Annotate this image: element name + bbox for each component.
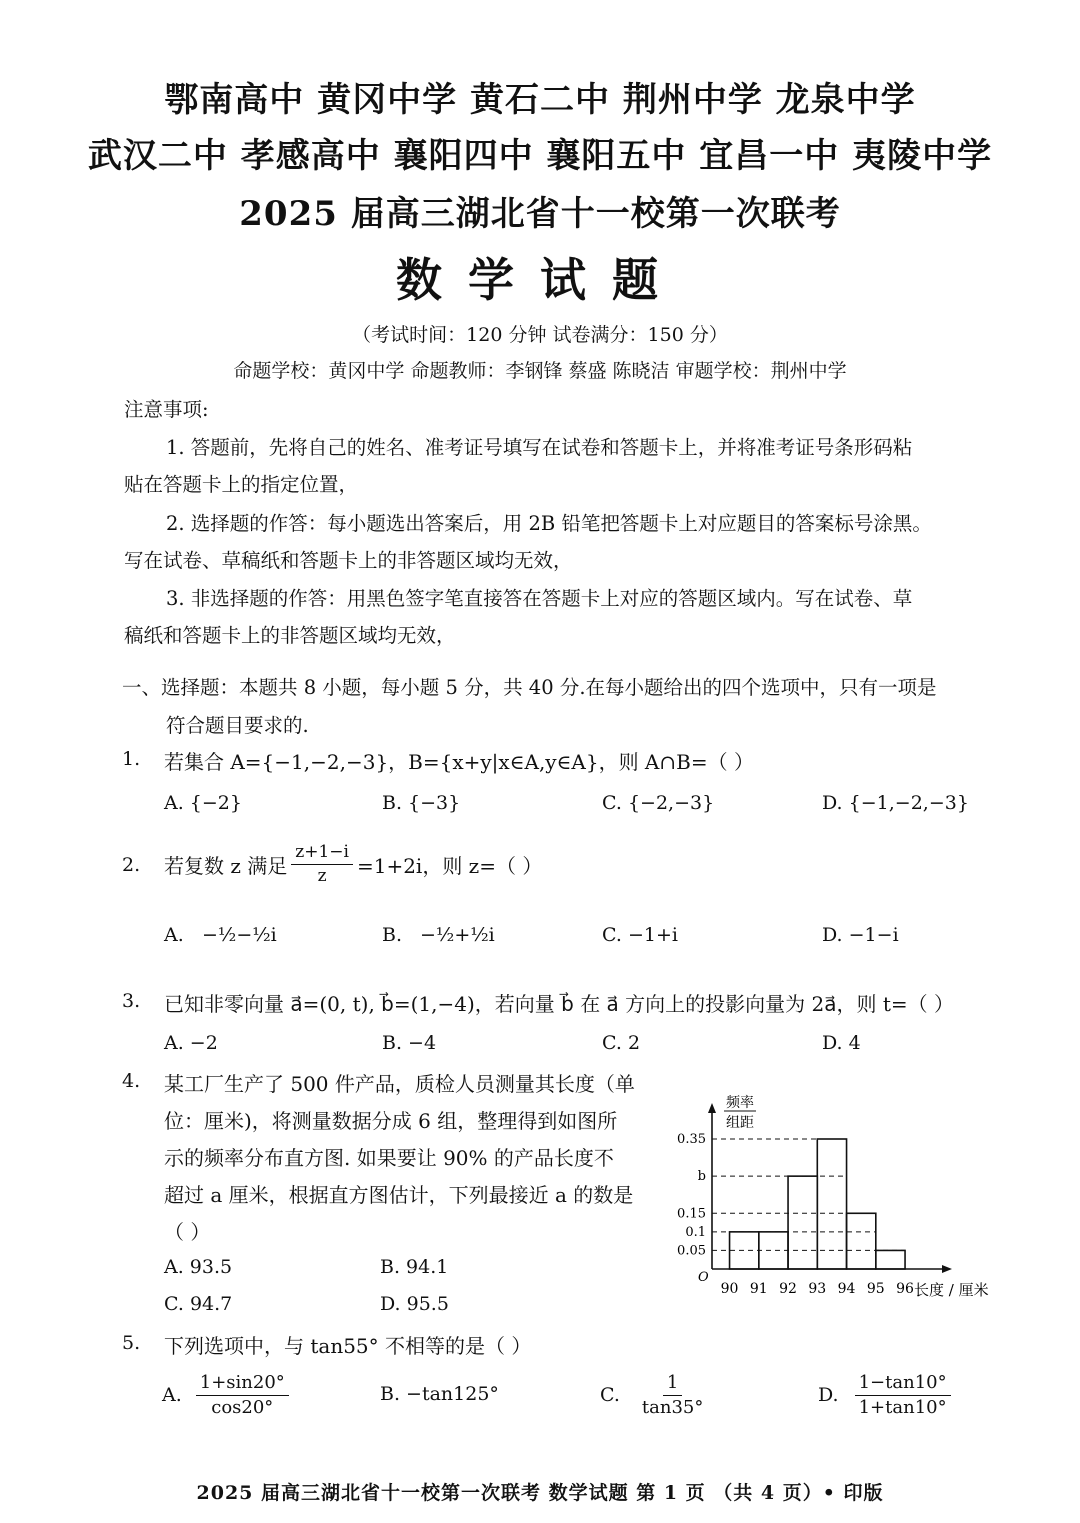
notice-item-3-line-2: 稿纸和答题卡上的非答题区域均无效， [124, 624, 456, 647]
x-tick-label: 96 [896, 1281, 914, 1297]
q2-fraction-denominator: z [317, 865, 327, 886]
q4-line-4: 超过 a 厘米，根据直方图估计，下列最接近 a 的数是 [164, 1183, 634, 1207]
notice-item-1-line-1: 1. 答题前，先将自己的姓名、准考证号填写在试卷和答题卡上，并将准考证号条形码粘 [166, 436, 913, 459]
q5-option-d-fraction [855, 1373, 951, 1418]
q4-line-1: 某工厂生产了 500 件产品，质检人员测量其长度（单 [164, 1072, 635, 1096]
frequency-histogram [668, 1085, 1008, 1307]
y-tick-label: 0.05 [677, 1243, 706, 1259]
notice-item-1-line-2: 贴在答题卡上的指定位置， [124, 473, 359, 496]
q3-option-b: B. −4 [382, 1032, 437, 1054]
q5-stem: 下列选项中，与 tan55° 不相等的是（ ） [164, 1334, 532, 1358]
x-tick-label: 90 [720, 1281, 739, 1297]
y-tick-label: 0.1 [685, 1224, 706, 1240]
x-tick-labels [721, 1281, 914, 1297]
x-tick-label: 95 [866, 1281, 885, 1297]
exam-name: 2025 届高三湖北省十一校第一次联考 [239, 194, 841, 234]
q3-number: 3. [122, 990, 141, 1012]
q2-option-b-value: −½+½i [420, 924, 495, 946]
q2-option-c: C. −1+i [602, 924, 678, 946]
y-tick-label: 0.35 [677, 1132, 706, 1147]
q4-line-3: 示的频率分布直方图. 如果要让 90% 的产品长度不 [164, 1146, 614, 1170]
q5-option-a-numerator: 1+sin20° [196, 1373, 289, 1396]
q2-option-d: D. −1−i [822, 924, 899, 946]
q2-stem-pre: 若复数 z 满足 [164, 853, 288, 878]
q2-fraction [291, 843, 353, 885]
q4-number: 4. [122, 1070, 141, 1092]
q3-option-a: A. −2 [164, 1032, 218, 1054]
q3-stem: 已知非零向量 a⃗=(0, t), b⃗=(1,−4)，若向量 b⃗ 在 a⃗ 方向上的投影向量为 2a⃗，则 t=（ ） [164, 992, 955, 1016]
x-axis-label: 长度 / 厘米 [914, 1281, 989, 1299]
q4-line-5: （ ） [164, 1220, 211, 1244]
schools-line-2: 武汉二中 孝感高中 襄阳四中 襄阳五中 宜昌一中 夷陵中学 [87, 136, 993, 176]
q5-option-c-fraction [638, 1373, 707, 1418]
q4-line-2: 位：厘米)，将测量数据分成 6 组，整理得到如图所 [164, 1109, 618, 1133]
q1-number: 1. [122, 748, 141, 770]
exam-time-info: （考试时间：120 分钟 试卷满分：150 分） [352, 324, 728, 346]
q5-option-c [600, 1368, 707, 1422]
notice-title: 注意事项: [124, 398, 209, 421]
q1-option-d: D. {−1,−2,−3} [822, 792, 969, 814]
q5-option-d-numerator: 1−tan10° [855, 1373, 951, 1396]
section-1-heading: 一、选择题：本题共 8 小题，每小题 5 分，共 40 分.在每小题给出的四个选项中，只有一项是 [122, 676, 937, 699]
q4-option-a: A. 93.5 [164, 1256, 233, 1278]
q5-option-c-numerator: 1 [663, 1373, 682, 1396]
notice-item-3-line-1: 3. 非选择题的作答：用黑色签字笔直接答在答题卡上对应的答题区域内。写在试卷、草 [166, 587, 913, 610]
page-footer: 2025 届高三湖北省十一校第一次联考 数学试题 第 1 页 （共 4 页）• 印版 [196, 1482, 884, 1504]
q5-option-b: B. −tan125° [380, 1383, 499, 1405]
histogram-bar [876, 1250, 905, 1269]
x-tick-label: 91 [749, 1281, 768, 1297]
q5-number: 5. [122, 1332, 141, 1354]
notice-item-2-line-1: 2. 选择题的作答：每小题选出答案后，用 2B 铅笔把答题卡上对应题目的答案标号涂黑。 [166, 512, 932, 535]
q5-option-d-denominator: 1+tan10° [858, 1396, 947, 1418]
x-tick-label: 92 [779, 1281, 797, 1297]
y-axis-arrow [708, 1103, 716, 1113]
q5-option-a-fraction [196, 1373, 289, 1418]
q5-option-c-denominator: tan35° [641, 1396, 704, 1418]
histogram-bar [759, 1232, 788, 1269]
q5-option-a [162, 1368, 289, 1422]
histogram-bar [847, 1213, 876, 1269]
q5-option-a-denominator: cos20° [211, 1396, 274, 1418]
q2-option-b-label: B. [382, 924, 403, 946]
y-tick-label: 0.15 [677, 1206, 706, 1222]
q2-stem-post: =1+2i，则 z=（ ） [356, 853, 543, 878]
q1-stem: 若集合 A={−1,−2,−3}，B={x+y|x∈A,y∈A}，则 A∩B=（ ） [164, 750, 754, 774]
histogram-bars [730, 1139, 906, 1269]
proposer-info: 命题学校：黄冈中学 命题教师：李钢锋 蔡盛 陈晓洁 审题学校：荆州中学 [233, 360, 847, 382]
q2-stem [164, 836, 542, 892]
y-axis-label-top: 频率 [726, 1095, 754, 1111]
origin-label: O [698, 1270, 709, 1285]
q2-number: 2. [122, 854, 141, 876]
q5-option-c-label: C. [600, 1384, 620, 1406]
q4-option-d: D. 95.5 [380, 1293, 449, 1315]
q1-option-a: A. {−2} [164, 792, 242, 814]
q4-option-c: C. 94.7 [164, 1293, 233, 1315]
histogram-bar [817, 1139, 846, 1269]
subject-title: 数学试题 [396, 253, 684, 307]
x-axis-arrow [942, 1265, 952, 1273]
q3-option-d: D. 4 [822, 1032, 861, 1054]
y-tick-label: b [697, 1169, 706, 1185]
q5-option-d [818, 1368, 951, 1422]
q1-option-c: C. {−2,−3} [602, 792, 715, 814]
x-tick-label: 93 [808, 1281, 827, 1297]
q2-fraction-numerator: z+1−i [291, 843, 353, 865]
q5-option-d-label: D. [818, 1384, 839, 1406]
q4-option-b: B. 94.1 [380, 1256, 449, 1278]
y-tick-labels [677, 1132, 706, 1258]
section-1-heading-cont: 符合题目要求的. [166, 714, 309, 737]
histogram-bar [788, 1176, 817, 1269]
q2-option-a-value: −½−½i [202, 924, 277, 946]
notice-item-2-line-2: 写在试卷、草稿纸和答题卡上的非答题区域均无效， [124, 549, 573, 572]
q5-option-a-label: A. [162, 1384, 182, 1406]
schools-line-1: 鄂南高中 黄冈中学 黄石二中 荆州中学 龙泉中学 [164, 80, 916, 120]
y-axis-label-bottom: 组距 [726, 1115, 754, 1131]
q2-option-a-label: A. [164, 924, 184, 946]
q3-option-c: C. 2 [602, 1032, 641, 1054]
x-tick-label: 94 [837, 1281, 856, 1297]
q1-option-b: B. {−3} [382, 792, 461, 814]
